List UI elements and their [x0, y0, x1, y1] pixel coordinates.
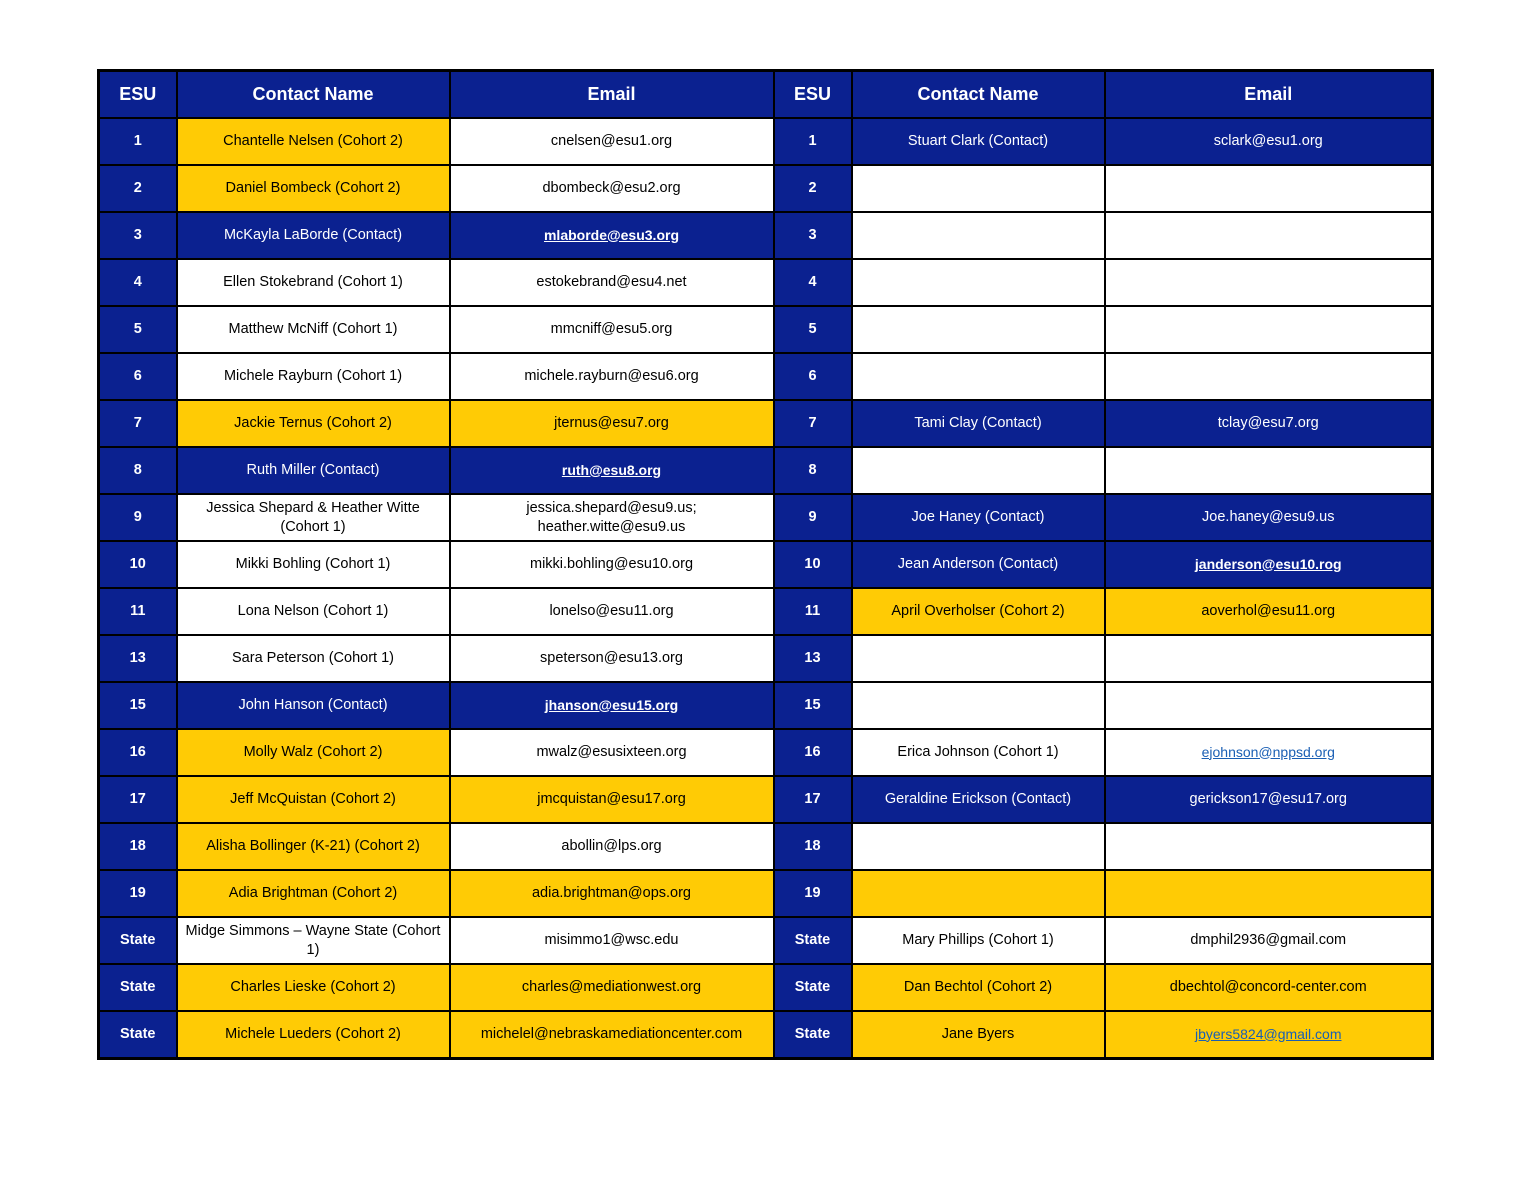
- table-row: [99, 682, 1433, 729]
- contact-name: Tami Clay (Contact): [852, 400, 1105, 447]
- esu-number: 11: [774, 588, 852, 635]
- contact-name: [852, 353, 1105, 400]
- esu-number: State: [99, 917, 177, 964]
- table-row: [99, 212, 1433, 259]
- contact-name: Jean Anderson (Contact): [852, 541, 1105, 588]
- esu-header: ESU: [99, 71, 177, 119]
- email: sclark@esu1.org: [1105, 118, 1433, 165]
- email: abollin@lps.org: [450, 823, 774, 870]
- esu-header: ESU: [774, 71, 852, 119]
- contact-name: Michele Lueders (Cohort 2): [177, 1011, 450, 1059]
- esu-number: 5: [774, 306, 852, 353]
- esu-number: 7: [774, 400, 852, 447]
- esu-number: 19: [99, 870, 177, 917]
- email: mwalz@esusixteen.org: [450, 729, 774, 776]
- table-row: [99, 400, 1433, 447]
- esu-number: 2: [774, 165, 852, 212]
- contact-name: Sara Peterson (Cohort 1): [177, 635, 450, 682]
- table-row: [99, 306, 1433, 353]
- esu-number: 7: [99, 400, 177, 447]
- contact-name: April Overholser (Cohort 2): [852, 588, 1105, 635]
- email: dbombeck@esu2.org: [450, 165, 774, 212]
- email: jmcquistan@esu17.org: [450, 776, 774, 823]
- email: misimmo1@wsc.edu: [450, 917, 774, 964]
- table-row: [99, 165, 1433, 212]
- esu-number: 4: [774, 259, 852, 306]
- email: [1105, 729, 1433, 776]
- table-row: [99, 447, 1433, 494]
- table-row: [99, 118, 1433, 165]
- table-row: [99, 964, 1433, 1011]
- email: dmphil2936@gmail.com: [1105, 917, 1433, 964]
- email: [1105, 541, 1433, 588]
- table-row: [99, 917, 1433, 964]
- contact-name: [852, 165, 1105, 212]
- email: estokebrand@esu4.net: [450, 259, 774, 306]
- email: [1105, 823, 1433, 870]
- contact-name: Midge Simmons – Wayne State (Cohort 1): [177, 917, 450, 964]
- table-row: [99, 353, 1433, 400]
- email: [1105, 353, 1433, 400]
- esu-number: 10: [99, 541, 177, 588]
- contact-name: [852, 212, 1105, 259]
- esu-number: 3: [774, 212, 852, 259]
- contact-name: Chantelle Nelsen (Cohort 2): [177, 118, 450, 165]
- contact-name: Matthew McNiff (Cohort 1): [177, 306, 450, 353]
- esu-number: State: [774, 917, 852, 964]
- contact-name: Ruth Miller (Contact): [177, 447, 450, 494]
- email: gerickson17@esu17.org: [1105, 776, 1433, 823]
- email: lonelso@esu11.org: [450, 588, 774, 635]
- email: [1105, 635, 1433, 682]
- table-row: [99, 729, 1433, 776]
- table-row: [99, 776, 1433, 823]
- esu-number: 17: [774, 776, 852, 823]
- email: Joe.haney@esu9.us: [1105, 494, 1433, 541]
- esu-number: 19: [774, 870, 852, 917]
- table-row: [99, 588, 1433, 635]
- esu-number: 18: [99, 823, 177, 870]
- contact-name: Mary Phillips (Cohort 1): [852, 917, 1105, 964]
- email-link[interactable]: jbyers5824@gmail.com: [1195, 1025, 1342, 1042]
- email-header: Email: [450, 71, 774, 119]
- email: [1105, 870, 1433, 917]
- email: mikki.bohling@esu10.org: [450, 541, 774, 588]
- contact-name-header: Contact Name: [852, 71, 1105, 119]
- table-row: [99, 635, 1433, 682]
- table-row: [99, 870, 1433, 917]
- contact-name: Jeff McQuistan (Cohort 2): [177, 776, 450, 823]
- email-link[interactable]: ejohnson@nppsd.org: [1201, 743, 1335, 760]
- email: michelel@nebraskamediationcenter.com: [450, 1011, 774, 1059]
- contact-name: Ellen Stokebrand (Cohort 1): [177, 259, 450, 306]
- contact-name: [852, 870, 1105, 917]
- esu-number: 11: [99, 588, 177, 635]
- email: jessica.shepard@esu9.us; heather.witte@esu9.us: [450, 494, 774, 541]
- contact-name: John Hanson (Contact): [177, 682, 450, 729]
- esu-number: 2: [99, 165, 177, 212]
- esu-number: State: [774, 964, 852, 1011]
- email: tclay@esu7.org: [1105, 400, 1433, 447]
- email-link[interactable]: jhanson@esu15.org: [544, 696, 679, 713]
- esu-number: 9: [774, 494, 852, 541]
- email: [1105, 306, 1433, 353]
- table-row: [99, 494, 1433, 541]
- email: cnelsen@esu1.org: [450, 118, 774, 165]
- esu-number: 6: [99, 353, 177, 400]
- esu-number: State: [99, 1011, 177, 1059]
- contact-name: Jane Byers: [852, 1011, 1105, 1059]
- email: [1105, 165, 1433, 212]
- esu-number: 8: [99, 447, 177, 494]
- email: michele.rayburn@esu6.org: [450, 353, 774, 400]
- esu-number: State: [99, 964, 177, 1011]
- email: [1105, 447, 1433, 494]
- email: [450, 212, 774, 259]
- contact-name: Joe Haney (Contact): [852, 494, 1105, 541]
- esu-number: 6: [774, 353, 852, 400]
- contact-name: Charles Lieske (Cohort 2): [177, 964, 450, 1011]
- contact-name: [852, 823, 1105, 870]
- contact-name: [852, 635, 1105, 682]
- esu-number: State: [774, 1011, 852, 1059]
- email: [1105, 682, 1433, 729]
- contact-name: Mikki Bohling (Cohort 1): [177, 541, 450, 588]
- email-link[interactable]: ruth@esu8.org: [561, 461, 662, 478]
- contact-name-header: Contact Name: [177, 71, 450, 119]
- contact-name: [852, 447, 1105, 494]
- email: speterson@esu13.org: [450, 635, 774, 682]
- esu-number: 1: [774, 118, 852, 165]
- esu-number: 16: [99, 729, 177, 776]
- esu-number: 17: [99, 776, 177, 823]
- email: [1105, 259, 1433, 306]
- esu-number: 10: [774, 541, 852, 588]
- email: dbechtol@concord-center.com: [1105, 964, 1433, 1011]
- email: jternus@esu7.org: [450, 400, 774, 447]
- contact-name: Geraldine Erickson (Contact): [852, 776, 1105, 823]
- contact-name: Stuart Clark (Contact): [852, 118, 1105, 165]
- contact-name: Alisha Bollinger (K-21) (Cohort 2): [177, 823, 450, 870]
- esu-number: 1: [99, 118, 177, 165]
- email: adia.brightman@ops.org: [450, 870, 774, 917]
- table-row: [99, 823, 1433, 870]
- contact-name: Lona Nelson (Cohort 1): [177, 588, 450, 635]
- esu-number: 4: [99, 259, 177, 306]
- esu-number: 13: [774, 635, 852, 682]
- email: mmcniff@esu5.org: [450, 306, 774, 353]
- contact-name: Adia Brightman (Cohort 2): [177, 870, 450, 917]
- email: [450, 682, 774, 729]
- contact-name: Michele Rayburn (Cohort 1): [177, 353, 450, 400]
- contact-name: Erica Johnson (Cohort 1): [852, 729, 1105, 776]
- table-row: [99, 1011, 1433, 1059]
- contact-name: [852, 259, 1105, 306]
- table-row: [99, 541, 1433, 588]
- contact-name: Daniel Bombeck (Cohort 2): [177, 165, 450, 212]
- esu-number: 18: [774, 823, 852, 870]
- email: [1105, 212, 1433, 259]
- esu-contacts-table: [97, 69, 1434, 1060]
- esu-number: 13: [99, 635, 177, 682]
- email: charles@mediationwest.org: [450, 964, 774, 1011]
- esu-number: 3: [99, 212, 177, 259]
- email-link[interactable]: mlaborde@esu3.org: [543, 226, 680, 243]
- email-header: Email: [1105, 71, 1433, 119]
- esu-number: 5: [99, 306, 177, 353]
- contact-name: Jackie Ternus (Cohort 2): [177, 400, 450, 447]
- email: [1105, 1011, 1433, 1059]
- email-link[interactable]: janderson@esu10.rog: [1194, 555, 1342, 572]
- contact-name: Molly Walz (Cohort 2): [177, 729, 450, 776]
- contact-name: [852, 306, 1105, 353]
- esu-number: 16: [774, 729, 852, 776]
- table-row: [99, 259, 1433, 306]
- header-row: [99, 71, 1433, 119]
- esu-number: 9: [99, 494, 177, 541]
- contact-name: Jessica Shepard & Heather Witte (Cohort 1): [177, 494, 450, 541]
- email: [450, 447, 774, 494]
- contact-name: [852, 682, 1105, 729]
- email: aoverhol@esu11.org: [1105, 588, 1433, 635]
- esu-number: 8: [774, 447, 852, 494]
- contact-name: McKayla LaBorde (Contact): [177, 212, 450, 259]
- esu-number: 15: [99, 682, 177, 729]
- contact-name: Dan Bechtol (Cohort 2): [852, 964, 1105, 1011]
- esu-number: 15: [774, 682, 852, 729]
